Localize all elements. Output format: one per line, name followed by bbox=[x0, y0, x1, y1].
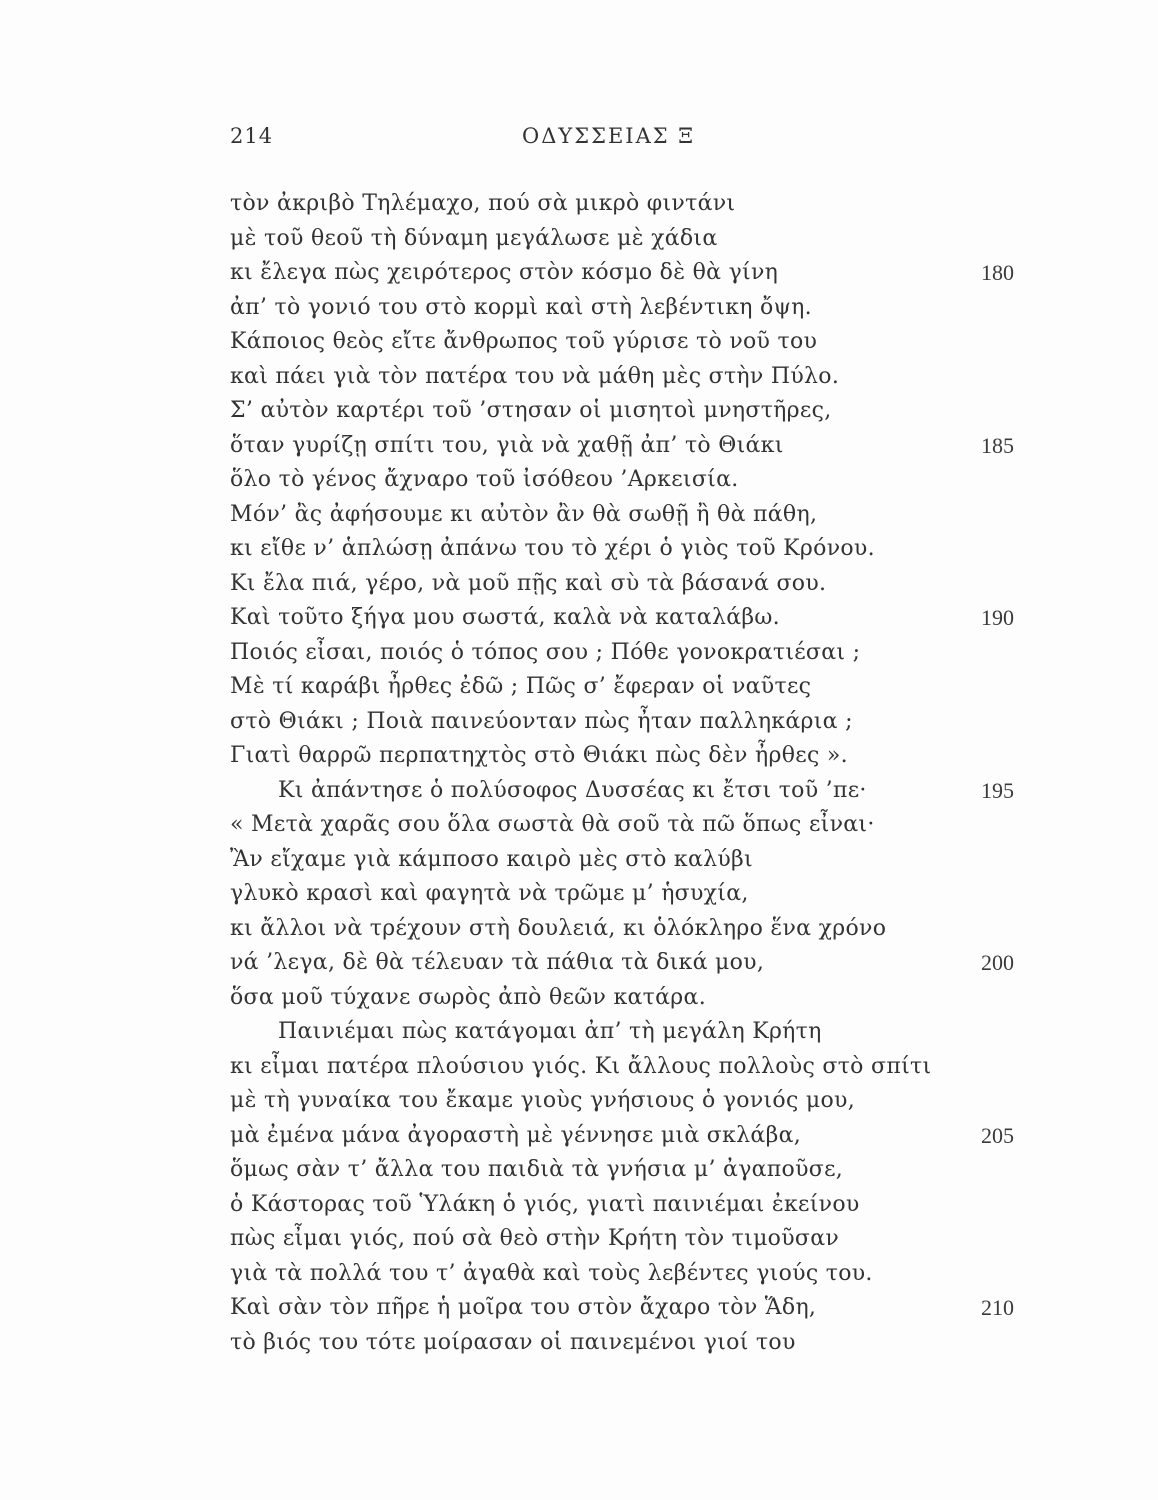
verse-line bbox=[230, 394, 1020, 429]
verse-line bbox=[230, 1326, 1020, 1361]
verse-line-text: νά ’λεγα, δὲ θὰ τέλευαν τὰ πάθια τὰ δικά μου, bbox=[230, 950, 765, 975]
verse-line bbox=[230, 1015, 1020, 1050]
verse-line bbox=[230, 1188, 1020, 1223]
verse-line bbox=[230, 670, 1020, 705]
verse-line-text: Παινιέμαι πὼς κατάγομαι ἀπ’ τὴ μεγάλη Κρήτη bbox=[278, 1019, 822, 1044]
verse-line bbox=[230, 843, 1020, 878]
verse-line-text: « Μετὰ χαρᾶς σου ὅλα σωστὰ θὰ σοῦ τὰ πῶ ὅπως εἶναι· bbox=[230, 812, 875, 837]
verse-line-text: Κάποιος θεὸς εἴτε ἄνθρωπος τοῦ γύρισε τὸ νοῦ του bbox=[230, 329, 818, 354]
verse-line bbox=[230, 1050, 1020, 1085]
line-number: 190 bbox=[981, 605, 1014, 630]
verse-line bbox=[230, 808, 1020, 843]
verse-line-text: Κι ἔλα πιά, γέρο, νὰ μοῦ πῇς καὶ σὺ τὰ βάσανά σου. bbox=[230, 570, 827, 596]
verse-line bbox=[230, 291, 1020, 326]
verse-text-block bbox=[230, 187, 1020, 1360]
verse-line bbox=[230, 739, 1020, 774]
verse-line bbox=[230, 360, 1020, 395]
verse-line-text: Καὶ τοῦτο ξήγα μου σωστά, καλὰ νὰ καταλάβω. bbox=[230, 605, 780, 630]
verse-line bbox=[230, 774, 1020, 809]
verse-line-text: ὅλο τὸ γένος ἄχναρο τοῦ ἰσόθεου ’Αρκεισία. bbox=[230, 467, 739, 492]
verse-line-text: ὅσα μοῦ τύχανε σωρὸς ἀπὸ θεῶν κατάρα. bbox=[230, 984, 706, 1010]
page-number: 214 bbox=[230, 124, 274, 148]
verse-line-text: καὶ πάει γιὰ τὸν πατέρα του νὰ μάθη μὲς στὴν Πύλο. bbox=[230, 363, 840, 389]
verse-line-text: Σ’ αὐτὸν καρτέρι τοῦ ’στησαν οἱ μισητοὶ μνηστῆρες, bbox=[230, 398, 832, 423]
verse-line bbox=[230, 187, 1020, 222]
verse-line-text: μὲ τοῦ θεοῦ τὴ δύναμη μεγάλωσε μὲ χάδια bbox=[230, 225, 718, 251]
verse-line-text: κι ἔλεγα πὼς χειρότερος στὸν κόσμο δὲ θὰ γίνη bbox=[230, 260, 779, 285]
verse-line bbox=[230, 498, 1020, 533]
line-number: 180 bbox=[981, 260, 1014, 285]
verse-line-text: Γιατὶ θαρρῶ περπατηχτὸς στὸ Θιάκι πὼς δὲν ἦρθες ». bbox=[230, 743, 848, 768]
verse-line bbox=[230, 429, 1020, 464]
line-number: 210 bbox=[981, 1295, 1014, 1320]
verse-line-text: ἀπ’ τὸ γονιό του στὸ κορμὶ καὶ στὴ λεβέντικη ὄψη. bbox=[230, 294, 812, 320]
page-header bbox=[0, 124, 1158, 158]
verse-line bbox=[230, 1084, 1020, 1119]
verse-line bbox=[230, 981, 1020, 1016]
verse-line-text: γλυκὸ κρασὶ καὶ φαγητὰ νὰ τρῶμε μ’ ἡσυχία, bbox=[230, 881, 749, 906]
verse-line-text: γιὰ τὰ πολλά του τ’ ἀγαθὰ καὶ τοὺς λεβέντες γιούς του. bbox=[230, 1260, 873, 1286]
line-number: 195 bbox=[981, 777, 1014, 803]
verse-line bbox=[230, 325, 1020, 360]
verse-line bbox=[230, 705, 1020, 740]
verse-line bbox=[230, 256, 1020, 291]
line-number: 200 bbox=[981, 950, 1014, 975]
verse-line-text: Μόν’ ἂς ἀφήσουμε κι αὐτὸν ἂν θὰ σωθῇ ἢ θὰ πάθη, bbox=[230, 501, 818, 527]
verse-line-text: Ἂν εἴχαμε γιὰ κάμποσο καιρὸ μὲς στὸ καλύβι bbox=[230, 846, 753, 872]
verse-line-text: τὸ βιός του τότε μοίρασαν οἱ παινεμένοι γιοί του bbox=[230, 1329, 796, 1355]
verse-line bbox=[230, 946, 1020, 981]
verse-line-text: ὁ Κάστορας τοῦ Ὑλάκη ὁ γιός, γιατὶ παινιέμαι ἐκείνου bbox=[230, 1191, 860, 1217]
verse-line bbox=[230, 1257, 1020, 1292]
verse-line-text: Κι ἀπάντησε ὁ πολύσοφος Δυσσέας κι ἔτσι τοῦ ’πε· bbox=[278, 777, 867, 803]
running-title: ΟΔΥΣΣΕΙΑΣ Ξ bbox=[522, 124, 696, 148]
verse-line-text: Καὶ σὰν τὸν πῆρε ἡ μοῖρα του στὸν ἄχαρο τὸν Ἅδη, bbox=[230, 1295, 817, 1320]
verse-line bbox=[230, 1222, 1020, 1257]
verse-line-text: κι εἴθε ν’ ἁπλώσῃ ἀπάνω του τὸ χέρι ὁ γιὸς τοῦ Κρόνου. bbox=[230, 536, 875, 561]
verse-line-text: Μὲ τί καράβι ἦρθες ἐδῶ ; Πῶς σ’ ἔφεραν οἱ ναῦτες bbox=[230, 674, 812, 699]
verse-line-text: Ποιός εἶσαι, ποιός ὁ τόπος σου ; Πόθε γονοκρατιέσαι ; bbox=[230, 639, 861, 665]
verse-line-text: ὅμως σὰν τ’ ἄλλα του παιδιὰ τὰ γνήσια μ’ ἀγαποῦσε, bbox=[230, 1157, 844, 1182]
verse-line bbox=[230, 532, 1020, 567]
verse-line bbox=[230, 567, 1020, 602]
line-number: 205 bbox=[981, 1122, 1014, 1148]
verse-line-text: τὸν ἀκριβὸ Τηλέμαχο, πού σὰ μικρὸ φιντάνι bbox=[230, 191, 736, 216]
verse-line bbox=[230, 877, 1020, 912]
verse-line bbox=[230, 636, 1020, 671]
verse-line bbox=[230, 1291, 1020, 1326]
verse-line-text: στὸ Θιάκι ; Ποιὰ παινεύονταν πὼς ἦταν παλληκάρια ; bbox=[230, 708, 853, 734]
verse-line bbox=[230, 222, 1020, 257]
line-number: 185 bbox=[981, 432, 1014, 458]
verse-line bbox=[230, 1153, 1020, 1188]
verse-line-text: ὅταν γυρίζῃ σπίτι του, γιὰ νὰ χαθῇ ἀπ’ τὸ Θιάκι bbox=[230, 432, 784, 458]
verse-line bbox=[230, 1119, 1020, 1154]
verse-line-text: μὲ τὴ γυναίκα του ἔκαμε γιοὺς γνήσιους ὁ γονιός μου, bbox=[230, 1088, 855, 1113]
verse-line-text: μὰ ἐμένα μάνα ἀγοραστὴ μὲ γέννησε μιὰ σκλάβα, bbox=[230, 1122, 802, 1148]
verse-line-text: πὼς εἶμαι γιός, πού σὰ θεὸ στὴν Κρήτη τὸν τιμοῦσαν bbox=[230, 1226, 840, 1251]
verse-line bbox=[230, 601, 1020, 636]
verse-line-text: κι εἶμαι πατέρα πλούσιου γιός. Κι ἄλλους πολλοὺς στὸ σπίτι bbox=[230, 1053, 932, 1079]
verse-line bbox=[230, 912, 1020, 947]
verse-line-text: κι ἄλλοι νὰ τρέχουν στὴ δουλειά, κι ὁλόκληρο ἕνα χρόνο bbox=[230, 915, 887, 941]
verse-line bbox=[230, 463, 1020, 498]
